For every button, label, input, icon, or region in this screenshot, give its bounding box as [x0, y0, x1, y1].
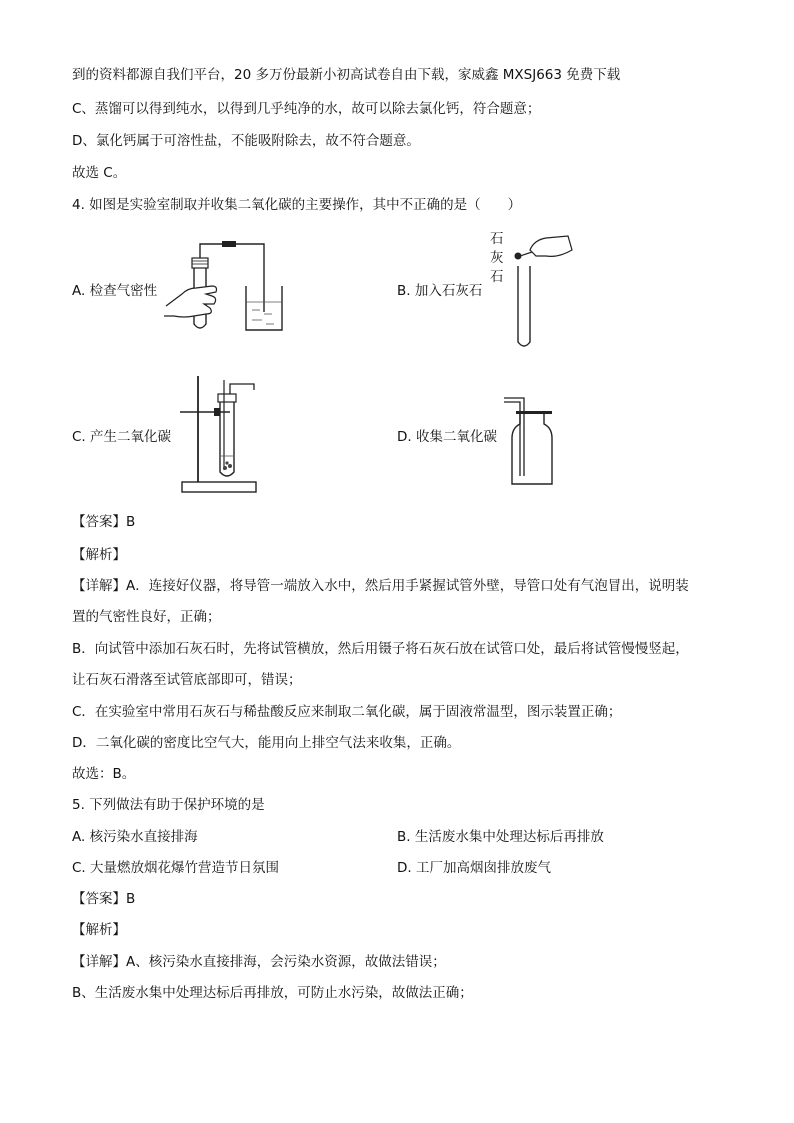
label-char: 灰	[490, 250, 504, 266]
q4-detail-line: B．向试管中添加石灰石时，先将试管横放，然后用镊子将石灰石放在试管口处，最后将试管慢慢竖起，	[72, 641, 689, 657]
q5-detail-line: B、生活废水集中处理达标后再排放，可防止水污染，故做法正确；	[72, 985, 473, 1001]
q4-detail-line: 故选：B。	[72, 766, 136, 782]
q4-detail-line: 让石灰石滑落至试管底部即可，错误；	[72, 672, 302, 688]
q4-option-a: A. 检查气密性	[72, 283, 158, 299]
q4-detail-line: 【详解】A．连接好仪器，将导管一端放入水中，然后用手紧握试管外壁，导管口处有气泡冒出，说明装	[72, 578, 689, 594]
watermark-line: 到的资料都源自我们平台，20 多万份最新小初高试卷自由下载，家威鑫 MXSJ663 免费下载	[72, 67, 621, 83]
q4-option-b: B. 加入石灰石	[397, 283, 483, 299]
q5-detail-line: 【详解】A、核污染水直接排海，会污染水资源，故做法错误；	[72, 954, 446, 970]
figure-c-apparatus	[176, 372, 266, 497]
q4-analysis-heading: 【解析】	[72, 547, 126, 563]
question-4-stem: 4. 如图是实验室制取并收集二氧化碳的主要操作，其中不正确的是（ ）	[72, 197, 522, 213]
q5-analysis-heading: 【解析】	[72, 922, 126, 938]
question-5-stem: 5. 下列做法有助于保护环境的是	[72, 797, 265, 813]
q4-option-c: C. 产生二氧化碳	[72, 429, 172, 445]
figure-d-gas-jar	[500, 394, 570, 489]
figure-b-label	[490, 230, 504, 287]
q4-answer: 【答案】B	[72, 514, 136, 530]
label-char: 石	[490, 231, 504, 247]
figure-b-test-tube	[510, 232, 580, 352]
figure-a-airtightness	[160, 236, 300, 336]
label-char: 石	[490, 269, 504, 285]
q4-detail-line: C．在实验室中常用石灰石与稀盐酸反应来制取二氧化碳，属于固液常温型，图示装置正确；	[72, 704, 622, 720]
q5-option-b: B. 生活废水集中处理达标后再排放	[397, 829, 604, 845]
q5-option-a: A. 核污染水直接排海	[72, 829, 198, 845]
text-line: 故选 C。	[72, 165, 127, 181]
text-line: D、氯化钙属于可溶性盐，不能吸附除去，故不符合题意。	[72, 133, 420, 149]
text-line: C、蒸馏可以得到纯水，以得到几乎纯净的水，故可以除去氯化钙，符合题意；	[72, 101, 541, 117]
q4-option-d: D. 收集二氧化碳	[397, 429, 497, 445]
q4-detail-line: 置的气密性良好，正确；	[72, 609, 221, 625]
q5-option-d: D. 工厂加高烟囱排放废气	[397, 860, 551, 876]
q5-answer: 【答案】B	[72, 891, 136, 907]
q4-detail-line: D．二氧化碳的密度比空气大，能用向上排空气法来收集，正确。	[72, 735, 461, 751]
q5-option-c: C. 大量燃放烟花爆竹营造节日氛围	[72, 860, 280, 876]
